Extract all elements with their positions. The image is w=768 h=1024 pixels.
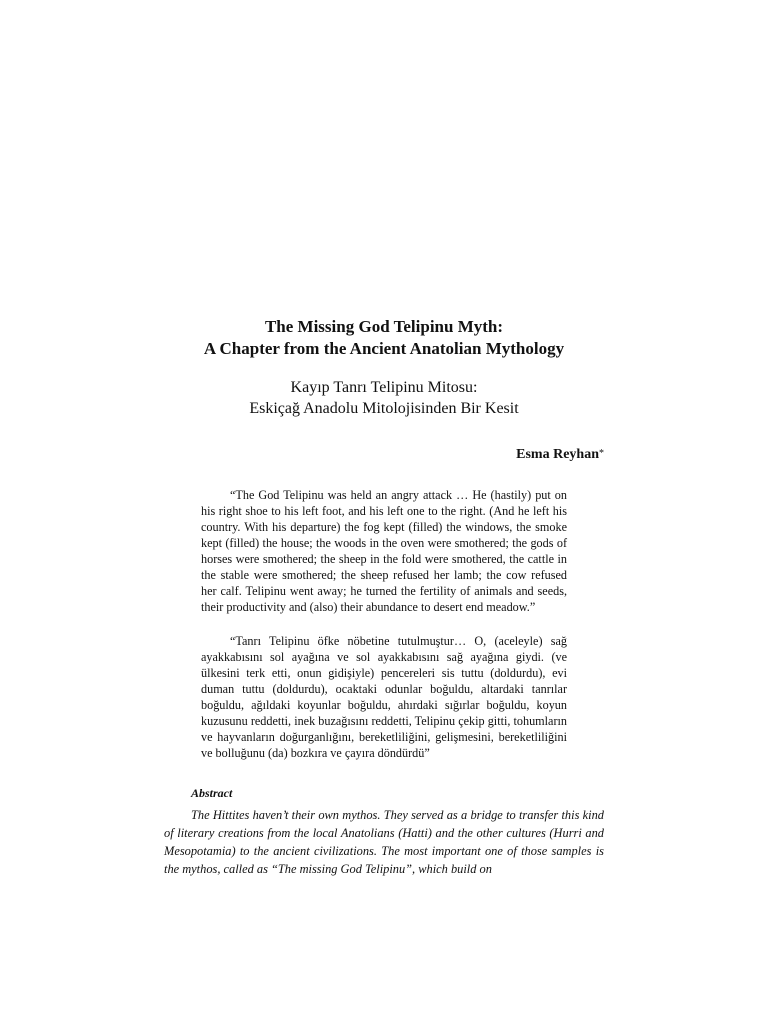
title-line-1: The Missing God Telipinu Myth:	[264, 317, 504, 336]
author-footnote-marker: *	[599, 448, 604, 459]
epigraph-turkish-text: “Tanrı Telipinu öfke nöbetine tutulmuştur… O, (aceleyle) sağ ayakkabısını sol ayağına ve sol ayakkabısını sağ ayağına giydi. (ve ülkesini terk etti, onun gidişiyle) pencereleri sis tuttu (doldurdu), evi duman tuttu (doldurdu), ocaktaki odunlar boğuldu, altardaki tanrılar boğuldu, ağıldaki koyunlar boğuldu, ahırdaki sığırlar boğuldu, koyun kuzusunu reddetti, inek buzağısını reddetti, Telipinu çekip gitti, tohumların ve hayvanların doğurganlığını, bereketliliğini, gelişmesini, bereketliliğini ve bolluğunu (da) bozkıra ve çayıra döndürdü”	[201, 634, 567, 760]
subtitle-line-1: Kayıp Tanrı Telipinu Mitosu:	[290, 379, 478, 396]
abstract-body	[164, 806, 604, 878]
title-line-2: A Chapter from the Ancient Anatolian Mythology	[203, 339, 565, 358]
paper-subtitle	[0, 377, 768, 419]
author-name: Esma Reyhan	[516, 447, 599, 462]
paper-title	[0, 316, 768, 360]
subtitle-line-2: Eskiçağ Anadolu Mitolojisinden Bir Kesit	[249, 400, 519, 417]
epigraph-english	[201, 487, 567, 615]
author-line	[516, 447, 604, 463]
abstract-text: The Hittites haven’t their own mythos. They served as a bridge to transfer this kind of literary creations from the local Anatolians (Hatti) and the other cultures (Hurri and Mesopotamia) to the ancient civilizations. The most important one of those samples is the mythos, called as “The missing God Telipinu”, which build on	[164, 808, 604, 876]
epigraph-english-text: “The God Telipinu was held an angry attack … He (hastily) put on his right shoe to his left foot, and his left one to the right. (And he left his country. With his departure) the fog kept (filled) the windows, the smoke kept (filled) the house; the woods in the oven were smothered; the gods of horses were smothered; the sheep in the fold were smothered, the cattle in the stable were smothered; the sheep refused her lamb; the cow refused her calf. Telipinu went away; he turned the fertility of animals and seeds, their productivity and (also) their abundance to desert end meadow.”	[201, 488, 567, 614]
epigraph-turkish	[201, 633, 567, 761]
abstract-heading: Abstract	[191, 786, 233, 800]
